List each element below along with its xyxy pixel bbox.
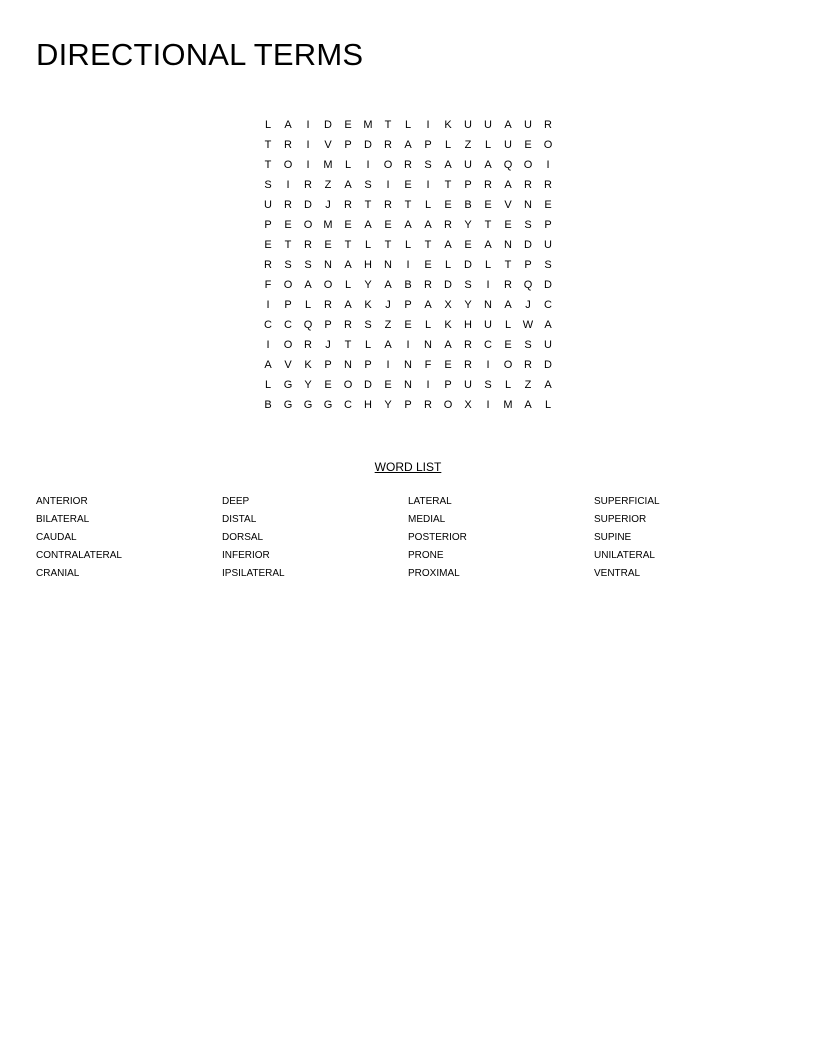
grid-letter: A (544, 319, 552, 331)
grid-letter: G (283, 379, 293, 391)
grid-row (258, 375, 558, 395)
grid-letter: A (404, 139, 412, 151)
grid-letter: U (464, 379, 472, 391)
grid-letter: I (306, 159, 310, 171)
grid-letter: H (464, 319, 472, 331)
word-list-item: PRONE (408, 550, 444, 561)
grid-letter: N (404, 359, 412, 371)
word-list-item: SUPERIOR (594, 514, 647, 525)
grid-row (258, 135, 558, 155)
grid-letter: J (385, 299, 391, 311)
grid-letter: Y (464, 219, 472, 231)
grid-letter: Z (464, 139, 472, 151)
word-search-grid (258, 115, 558, 415)
grid-letter: R (484, 179, 492, 191)
grid-letter: E (324, 239, 332, 251)
grid-letter: U (464, 119, 472, 131)
grid-letter: A (344, 299, 352, 311)
grid-letter: U (524, 119, 532, 131)
grid-letter: A (544, 379, 552, 391)
grid-letter: P (404, 399, 412, 411)
word-list-item: INFERIOR (222, 550, 270, 561)
grid-letter: T (384, 119, 392, 131)
grid-letter: T (264, 159, 272, 171)
grid-letter: H (364, 399, 372, 411)
grid-letter: P (324, 359, 332, 371)
word-list-item: POSTERIOR (408, 532, 467, 543)
word-list-item: VENTRAL (594, 568, 641, 579)
grid-letter: D (544, 359, 552, 371)
word-list-item: LATERAL (408, 496, 452, 507)
grid-letter: R (284, 139, 292, 151)
grid-letter: E (284, 219, 292, 231)
grid-letter: R (404, 159, 412, 171)
grid-letter: A (484, 239, 492, 251)
grid-letter: D (524, 239, 532, 251)
grid-letter: U (464, 159, 472, 171)
grid-letter: P (424, 139, 432, 151)
grid-letter: E (404, 179, 412, 191)
grid-letter: N (344, 359, 352, 371)
grid-letter: R (544, 119, 552, 131)
grid-letter: I (426, 379, 430, 391)
grid-letter: P (264, 219, 272, 231)
grid-letter: X (444, 299, 452, 311)
grid-letter: E (464, 239, 472, 251)
page-title: DIRECTIONAL TERMS (36, 37, 364, 72)
word-list-item: CONTRALATERAL (36, 550, 122, 561)
grid-letter: I (306, 139, 310, 151)
grid-row (258, 195, 558, 215)
grid-letter: E (384, 219, 392, 231)
grid-letter: B (404, 279, 412, 291)
grid-letter: D (544, 279, 552, 291)
grid-letter: S (364, 319, 372, 331)
grid-letter: R (284, 199, 292, 211)
grid-letter: O (323, 279, 333, 291)
grid-row (258, 215, 558, 235)
grid-letter: A (364, 219, 372, 231)
grid-letter: A (344, 179, 352, 191)
grid-letter: Z (524, 379, 532, 391)
grid-letter: M (323, 159, 333, 171)
grid-letter: R (304, 179, 312, 191)
grid-row (258, 395, 558, 415)
grid-letter: L (264, 379, 272, 391)
grid-letter: O (503, 359, 513, 371)
grid-letter: L (544, 399, 552, 411)
grid-row (258, 355, 558, 375)
grid-letter: A (484, 159, 492, 171)
grid-letter: A (344, 259, 352, 271)
grid-letter: A (384, 279, 392, 291)
grid-letter: Z (384, 319, 392, 331)
grid-letter: L (484, 259, 492, 271)
grid-letter: E (524, 139, 532, 151)
word-list-item: CRANIAL (36, 568, 80, 579)
word-list-item: DEEP (222, 496, 250, 507)
grid-letter: O (343, 379, 353, 391)
grid-letter: I (386, 179, 390, 191)
grid-letter: V (284, 359, 292, 371)
grid-letter: P (444, 379, 452, 391)
grid-letter: S (364, 179, 372, 191)
grid-letter: C (264, 319, 272, 331)
grid-letter: S (464, 279, 472, 291)
word-list-item: UNILATERAL (594, 550, 655, 561)
grid-letter: V (504, 199, 512, 211)
grid-letter: T (484, 219, 492, 231)
grid-letter: T (284, 239, 292, 251)
grid-letter: R (424, 399, 432, 411)
grid-letter: E (384, 379, 392, 391)
grid-letter: R (464, 339, 472, 351)
grid-letter: D (364, 139, 372, 151)
grid-letter: R (344, 319, 352, 331)
grid-letter: M (323, 219, 333, 231)
grid-letter: L (484, 139, 492, 151)
word-list-item: CAUDAL (36, 532, 77, 543)
grid-letter: P (524, 259, 532, 271)
grid-letter: Q (523, 279, 533, 291)
grid-letter: S (424, 159, 432, 171)
grid-row (258, 235, 558, 255)
grid-letter: P (324, 319, 332, 331)
grid-letter: I (486, 399, 490, 411)
grid-letter: C (544, 299, 552, 311)
grid-letter: R (384, 139, 392, 151)
grid-letter: O (543, 139, 553, 151)
grid-letter: U (484, 119, 492, 131)
grid-letter: S (284, 259, 292, 271)
grid-letter: G (323, 399, 333, 411)
grid-letter: T (364, 199, 372, 211)
grid-letter: T (384, 239, 392, 251)
grid-letter: A (304, 279, 312, 291)
grid-letter: R (464, 359, 472, 371)
grid-letter: I (546, 159, 550, 171)
grid-letter: S (264, 179, 272, 191)
word-list-item: DISTAL (222, 514, 257, 525)
word-list-heading (0, 459, 816, 475)
grid-letter: L (424, 199, 432, 211)
grid-letter: J (325, 339, 331, 351)
grid-letter: A (404, 219, 412, 231)
word-list-column (222, 494, 408, 584)
word-list-item: SUPINE (594, 532, 632, 543)
word-list-item: DORSAL (222, 532, 264, 543)
grid-letter: L (344, 159, 352, 171)
grid-letter: I (366, 159, 370, 171)
grid-letter: O (283, 159, 293, 171)
grid-letter: A (284, 119, 292, 131)
grid-letter: Z (324, 179, 332, 191)
grid-letter: I (426, 179, 430, 191)
grid-letter: A (504, 179, 512, 191)
grid-letter: K (304, 359, 312, 371)
grid-letter: I (266, 299, 270, 311)
grid-letter: B (464, 199, 472, 211)
grid-letter: R (544, 179, 552, 191)
grid-letter: X (464, 399, 472, 411)
grid-letter: A (264, 359, 272, 371)
grid-row (258, 115, 558, 135)
grid-letter: N (404, 379, 412, 391)
grid-letter: A (524, 399, 532, 411)
grid-letter: H (364, 259, 372, 271)
word-list-column (408, 494, 594, 584)
grid-letter: L (424, 319, 432, 331)
grid-letter: N (384, 259, 392, 271)
grid-letter: Y (364, 279, 372, 291)
grid-row (258, 315, 558, 335)
grid-row (258, 175, 558, 195)
grid-letter: U (504, 139, 512, 151)
grid-row (258, 255, 558, 275)
grid-letter: N (484, 299, 492, 311)
word-list (36, 494, 780, 584)
grid-letter: T (344, 239, 352, 251)
grid-letter: I (266, 339, 270, 351)
grid-letter: J (325, 199, 331, 211)
grid-letter: S (524, 219, 532, 231)
grid-letter: R (384, 199, 392, 211)
word-list-item: MEDIAL (408, 514, 446, 525)
grid-letter: T (404, 199, 412, 211)
grid-letter: R (304, 239, 312, 251)
grid-letter: E (444, 359, 452, 371)
grid-letter: Y (304, 379, 312, 391)
grid-letter: I (426, 119, 430, 131)
grid-letter: K (364, 299, 372, 311)
grid-letter: N (324, 259, 332, 271)
grid-letter: I (286, 179, 290, 191)
grid-letter: G (303, 399, 313, 411)
grid-letter: U (544, 339, 552, 351)
grid-letter: T (424, 239, 432, 251)
grid-letter: G (283, 399, 293, 411)
grid-letter: R (424, 279, 432, 291)
grid-letter: M (363, 119, 373, 131)
grid-letter: R (504, 279, 512, 291)
grid-letter: L (504, 379, 512, 391)
grid-letter: P (284, 299, 292, 311)
grid-letter: R (444, 219, 452, 231)
grid-letter: V (324, 139, 332, 151)
grid-letter: F (424, 359, 432, 371)
grid-letter: O (283, 279, 293, 291)
grid-row (258, 155, 558, 175)
grid-letter: I (486, 279, 490, 291)
grid-letter: R (524, 359, 532, 371)
grid-letter: K (444, 119, 452, 131)
grid-letter: D (464, 259, 472, 271)
grid-letter: O (443, 399, 453, 411)
grid-letter: C (484, 339, 492, 351)
grid-letter: E (484, 199, 492, 211)
grid-letter: D (364, 379, 372, 391)
grid-letter: A (444, 339, 452, 351)
grid-letter: E (344, 219, 352, 231)
grid-letter: R (324, 299, 332, 311)
grid-letter: T (264, 139, 272, 151)
grid-letter: L (344, 279, 352, 291)
grid-letter: L (444, 259, 452, 271)
grid-letter: B (264, 399, 272, 411)
grid-letter: A (504, 299, 512, 311)
grid-letter: L (404, 119, 412, 131)
grid-letter: E (504, 339, 512, 351)
grid-letter: E (444, 199, 452, 211)
word-list-item: PROXIMAL (408, 568, 460, 579)
grid-letter: T (504, 259, 512, 271)
grid-letter: A (504, 119, 512, 131)
grid-letter: L (504, 319, 512, 331)
grid-letter: P (544, 219, 552, 231)
grid-letter: E (264, 239, 272, 251)
word-list-title: WORD LIST (374, 460, 442, 474)
grid-letter: L (364, 339, 372, 351)
grid-letter: I (406, 259, 410, 271)
grid-letter: Y (384, 399, 392, 411)
grid-letter: R (344, 199, 352, 211)
word-list-column (594, 494, 780, 584)
grid-row (258, 335, 558, 355)
grid-letter: A (384, 339, 392, 351)
grid-letter: P (464, 179, 472, 191)
grid-letter: P (404, 299, 412, 311)
grid-letter: O (303, 219, 313, 231)
grid-letter: O (383, 159, 393, 171)
grid-letter: I (406, 339, 410, 351)
grid-letter: Q (303, 319, 313, 331)
grid-letter: L (304, 299, 312, 311)
grid-letter: R (304, 339, 312, 351)
grid-letter: U (544, 239, 552, 251)
grid-letter: A (424, 299, 432, 311)
grid-letter: A (424, 219, 432, 231)
grid-letter: W (522, 319, 534, 331)
grid-letter: N (424, 339, 432, 351)
grid-letter: A (444, 239, 452, 251)
grid-letter: S (484, 379, 492, 391)
grid-letter: K (444, 319, 452, 331)
word-list-item: SUPERFICIAL (594, 496, 660, 507)
grid-letter: C (284, 319, 292, 331)
grid-row (258, 295, 558, 315)
grid-letter: E (324, 379, 332, 391)
grid-letter: Y (464, 299, 472, 311)
grid-letter: E (424, 259, 432, 271)
grid-letter: A (444, 159, 452, 171)
grid-letter: P (344, 139, 352, 151)
grid-letter: L (264, 119, 272, 131)
grid-letter: T (444, 179, 452, 191)
grid-letter: U (264, 199, 272, 211)
grid-letter: S (544, 259, 552, 271)
grid-letter: N (504, 239, 512, 251)
grid-letter: I (386, 359, 390, 371)
grid-letter: E (344, 119, 352, 131)
grid-letter: L (404, 239, 412, 251)
grid-letter: L (364, 239, 372, 251)
grid-letter: E (404, 319, 412, 331)
grid-letter: F (264, 279, 272, 291)
grid-letter: Q (503, 159, 513, 171)
grid-letter: O (283, 339, 293, 351)
grid-letter: R (264, 259, 272, 271)
grid-letter: S (524, 339, 532, 351)
word-list-item: BILATERAL (36, 514, 90, 525)
grid-letter: D (324, 119, 332, 131)
grid-row (258, 275, 558, 295)
grid-letter: P (364, 359, 372, 371)
grid-letter: T (344, 339, 352, 351)
grid-letter: U (484, 319, 492, 331)
grid-letter: M (503, 399, 513, 411)
word-list-column (36, 494, 222, 584)
grid-letter: L (444, 139, 452, 151)
word-list-item: IPSILATERAL (222, 568, 285, 579)
grid-letter: C (344, 399, 352, 411)
grid-letter: R (524, 179, 532, 191)
grid-letter: D (444, 279, 452, 291)
grid-letter: I (306, 119, 310, 131)
word-list-item: ANTERIOR (36, 496, 88, 507)
grid-letter: I (486, 359, 490, 371)
grid-letter: E (544, 199, 552, 211)
grid-letter: O (523, 159, 533, 171)
grid-letter: S (304, 259, 312, 271)
grid-letter: J (525, 299, 531, 311)
grid-letter: N (524, 199, 532, 211)
grid-letter: E (504, 219, 512, 231)
grid-letter: D (304, 199, 312, 211)
